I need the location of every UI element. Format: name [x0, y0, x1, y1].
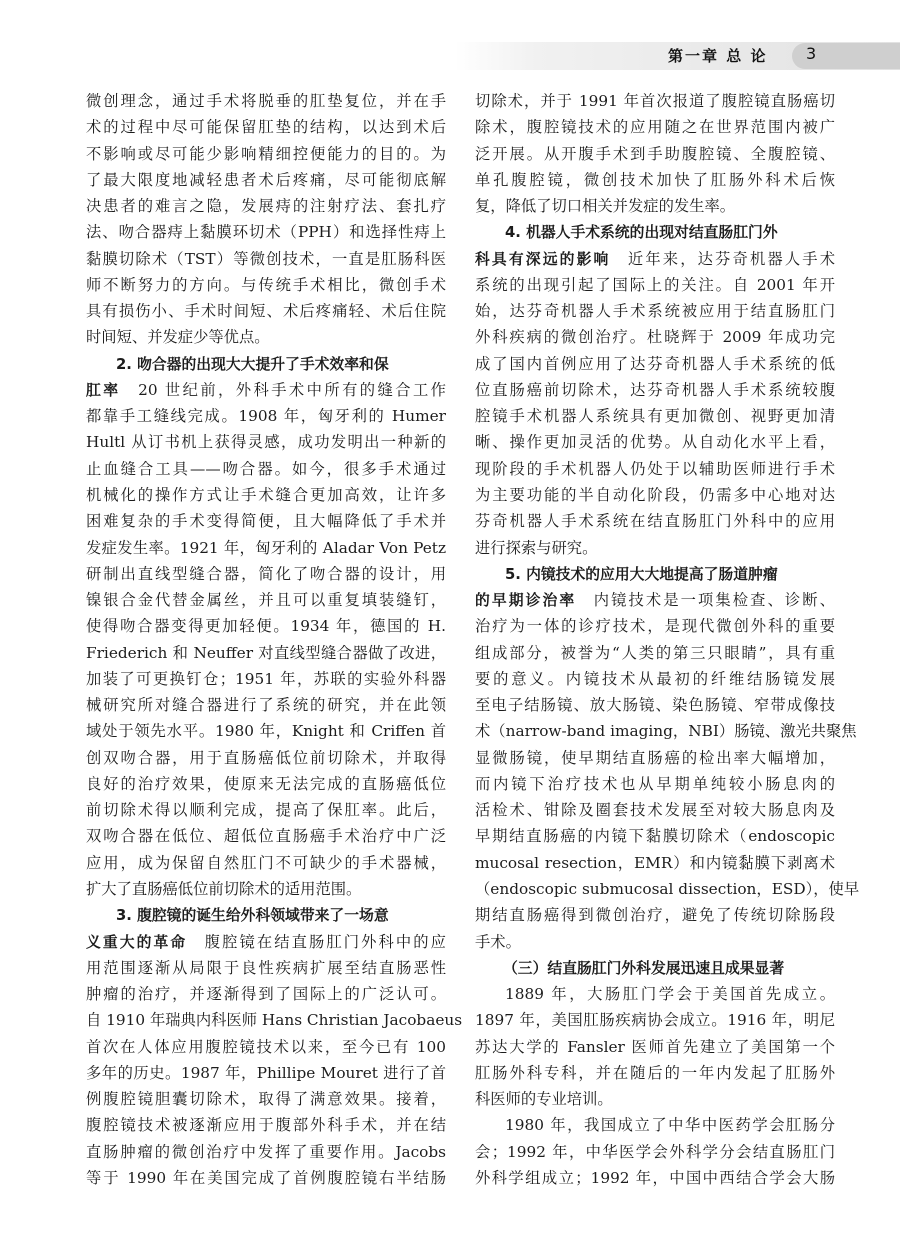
- line-text: 腹腔镜在结直肠肛门外科中的应: [187, 932, 446, 951]
- text-line: [475, 88, 835, 114]
- line-text: 期结直肠癌得到微创治疗，避免了传统切除肠段: [475, 906, 835, 925]
- line-text: 复，降低了切口相关并发症的发生率。: [475, 197, 736, 216]
- line-text: 至电子结肠镜、放大肠镜、染色肠镜、窄带成像技: [475, 696, 835, 715]
- line-text: 活检术、钳除及圈套技术发展至对较大肠息肉及: [475, 801, 835, 820]
- text-line: [475, 718, 857, 744]
- line-text: 晰、操作更加灵活的优势。从自动化水平上看，: [475, 433, 835, 452]
- line-text: 泛开展。从开腹手术到手助腹腔镜、全腹腔镜、: [475, 144, 835, 163]
- text-line: [475, 1060, 835, 1086]
- text-line: [475, 1034, 835, 1060]
- line-text: 了最大限度地减轻患者术后疼痛，尽可能彻底解: [86, 170, 446, 189]
- text-line: [86, 1007, 463, 1033]
- line-text: 例腹腔镜胆囊切除术，取得了满意效果。接着，: [86, 1090, 446, 1109]
- text-line: [86, 535, 446, 561]
- line-text: 师不断努力的方向。与传统手术相比，微创手术: [86, 275, 446, 294]
- text-line: [475, 561, 835, 587]
- paragraph-heading: 科具有深远的影响: [475, 250, 611, 268]
- text-line: [86, 718, 446, 744]
- line-text: 直肠肿瘤的微创治疗中发挥了重要作用。Jacobs: [86, 1142, 446, 1161]
- right-text-column: [475, 88, 860, 1191]
- line-text: 时间短、并发症少等优点。: [86, 328, 270, 347]
- line-text: 外科学组成立；1992 年，中国中西结合学会大肠: [475, 1168, 835, 1187]
- text-line: [475, 1165, 835, 1191]
- text-line: [475, 1112, 835, 1138]
- line-text: 加装了可更换钉仓；1951 年，苏联的实验外科器: [86, 669, 446, 688]
- text-line: [86, 745, 446, 771]
- left-text-column: [86, 88, 463, 1191]
- line-text: 手术。: [475, 932, 521, 951]
- line-text: 扩大了直肠癌低位前切除术的适用范围。: [86, 879, 362, 898]
- text-line: [86, 482, 446, 508]
- text-line: [475, 351, 835, 377]
- line-text: 困难复杂的手术变得简便，且大幅降低了手术并: [86, 512, 446, 531]
- text-line: [86, 246, 446, 272]
- line-text: 进行探索与研究。: [475, 538, 598, 557]
- line-text: Hultl 从订书机上获得灵感，成功发明出一种新的: [86, 433, 446, 452]
- text-line: [475, 535, 835, 561]
- text-line: [86, 981, 446, 1007]
- line-text: 肿瘤的治疗，并逐渐得到了国际上的广泛认可。: [86, 985, 446, 1004]
- text-line: [475, 981, 835, 1007]
- text-line: [86, 902, 446, 928]
- text-line: [86, 114, 446, 140]
- line-text: 现阶段的手术机器人仍处于以辅助医师进行手术: [475, 459, 835, 478]
- text-line: [86, 640, 446, 666]
- text-line: [475, 1139, 835, 1165]
- page-number: 3: [806, 44, 817, 63]
- text-line: [475, 823, 835, 849]
- line-text: 域处于领先水平。1980 年，Knight 和 Criffen 首: [86, 722, 446, 741]
- text-line: [475, 114, 835, 140]
- text-line: [475, 902, 835, 928]
- line-text: 镍银合金代替金属丝，并且可以重复填装缝钉，: [86, 591, 446, 610]
- line-text: 20 世纪前，外科手术中所有的缝合工作: [120, 380, 446, 399]
- paragraph-heading: 4. 机器人手术系统的出现对结直肠肛门外: [505, 224, 778, 242]
- text-line: [86, 324, 446, 350]
- line-text: 芬奇机器人手术系统在结直肠肛门外科中的应用: [475, 512, 835, 531]
- text-line: [86, 88, 446, 114]
- text-line: [86, 797, 446, 823]
- line-text: 而内镜下治疗技术也从早期单纯较小肠息肉的: [475, 774, 835, 793]
- paragraph-heading: 5. 内镜技术的应用大大地提高了肠道肿瘤: [505, 565, 778, 583]
- line-text: 研制出直线型缝合器，简化了吻合器的设计，用: [86, 564, 446, 583]
- text-line: [475, 1007, 835, 1033]
- line-text: 决患者的难言之隐，发展痔的注射疗法、套扎疗: [86, 197, 446, 216]
- line-text: 1980 年，我国成立了中华中医药学会肛肠分: [505, 1116, 835, 1135]
- text-line: [86, 193, 446, 219]
- text-line: [475, 167, 835, 193]
- text-line: [86, 613, 446, 639]
- line-text: 多年的历史。1987 年，Phillipe Mouret 进行了首: [86, 1063, 446, 1082]
- text-line: [86, 587, 446, 613]
- line-text: 不影响或尽可能少影响精细控便能力的目的。为: [86, 144, 446, 163]
- line-text: 首次在人体应用腹腔镜技术以来，至今已有 100: [86, 1037, 446, 1056]
- text-line: [86, 1112, 446, 1138]
- text-line: [475, 797, 835, 823]
- text-line: [86, 1034, 446, 1060]
- text-line: [86, 272, 446, 298]
- line-text: （endoscopic submucosal dissection，ESD），使早: [475, 879, 860, 898]
- line-text: 1897 年，美国肛肠疾病协会成立。1916 年，明尼: [475, 1011, 835, 1030]
- paragraph-heading: 2. 吻合器的出现大大提升了手术效率和保: [116, 355, 389, 373]
- line-text: 腔镜手术机器人系统具有更加微创、视野更加清: [475, 407, 835, 426]
- section-heading: [475, 955, 835, 981]
- paragraph-heading: 义重大的革命: [86, 933, 188, 951]
- line-text: Friederich 和 Neuffer 对直线型缝合器做了改进，: [86, 643, 446, 662]
- text-line: [86, 692, 446, 718]
- line-text: 创双吻合器，用于直肠癌低位前切除术，并取得: [86, 748, 446, 767]
- text-line: [86, 929, 446, 955]
- line-text: 械研究所对缝合器进行了系统的研究，并在此领: [86, 696, 446, 715]
- line-text: 等于 1990 年在美国完成了首例腹腔镜右半结肠: [86, 1168, 446, 1187]
- line-text: mucosal resection，EMR）和内镜黏膜下剥离术: [475, 853, 835, 872]
- text-line: [86, 771, 446, 797]
- text-line: [475, 640, 835, 666]
- text-line: [475, 929, 835, 955]
- line-text: 近年来，达芬奇机器人手术: [610, 249, 835, 268]
- text-line: [475, 324, 835, 350]
- line-text: 系统的出现引起了国际上的关注。自 2001 年开: [475, 275, 835, 294]
- line-text: 微创理念，通过手术将脱垂的肛垫复位，并在手: [86, 92, 446, 110]
- text-line: [86, 141, 446, 167]
- line-text: 都靠手工缝线完成。1908 年，匈牙利的 Humer: [86, 407, 446, 426]
- line-text: 黏膜切除术（TST）等微创技术，一直是肛肠科医: [86, 249, 446, 268]
- line-text: 双吻合器在低位、超低位直肠癌手术治疗中广泛: [86, 827, 446, 846]
- text-line: [86, 1086, 446, 1112]
- text-line: [475, 219, 835, 245]
- text-line: [475, 482, 835, 508]
- line-text: 切除术，并于 1991 年首次报道了腹腔镜直肠癌切: [475, 92, 835, 110]
- text-line: [86, 955, 446, 981]
- text-line: [475, 1086, 835, 1112]
- text-line: [475, 272, 835, 298]
- text-line: [475, 456, 835, 482]
- text-line: [86, 561, 446, 587]
- text-line: [475, 193, 835, 219]
- paragraph-heading: 3. 腹腔镜的诞生给外科领域带来了一场意: [116, 907, 389, 925]
- line-text: 止血缝合工具——吻合器。如今，很多手术通过: [86, 459, 446, 478]
- text-line: [475, 666, 835, 692]
- text-line: [86, 167, 446, 193]
- line-text: 外科疾病的微创治疗。杜晓辉于 2009 年成功完: [475, 328, 835, 347]
- text-line: [475, 246, 835, 272]
- line-text: 发症发生率。1921 年，匈牙利的 Aladar Von Petz: [86, 538, 446, 557]
- line-text: 内镜技术是一项集检查、诊断、: [576, 591, 835, 610]
- line-text: 单孔腹腔镜，微创技术加快了肛肠外科术后恢: [475, 170, 835, 189]
- line-text: 为主要功能的半自动化阶段，仍需多中心地对达: [475, 485, 835, 504]
- line-text: 显微肠镜，使早期结直肠癌的检出率大幅增加，: [475, 748, 835, 767]
- text-line: [86, 298, 446, 324]
- line-text: 机械化的操作方式让手术缝合更加高效，让许多: [86, 485, 446, 504]
- line-text: 应用，成为保留自然肛门不可缺少的手术器械，: [86, 853, 446, 872]
- line-text: 具有损伤小、手术时间短、术后疼痛轻、术后住院: [86, 302, 446, 321]
- text-line: [86, 403, 446, 429]
- text-line: [475, 613, 835, 639]
- line-text: 良好的治疗效果，使原来无法完成的直肠癌低位: [86, 774, 446, 793]
- line-text: 科医师的专业培训。: [475, 1090, 613, 1109]
- line-text: 1889 年，大肠肛门学会于美国首先成立。: [505, 985, 835, 1004]
- text-line: [86, 1139, 446, 1165]
- line-text: 法、吻合器痔上黏膜环切术（PPH）和选择性痔上: [86, 223, 446, 242]
- line-text: 前切除术得以顺利完成，提高了保肛率。此后，: [86, 801, 446, 820]
- section-heading-text: （三）结直肠肛门外科发展迅速且成果显著: [503, 959, 785, 977]
- line-text: 除术，腹腔镜技术的应用随之在世界范围内被广: [475, 118, 835, 137]
- text-line: [86, 876, 446, 902]
- text-line: [475, 377, 835, 403]
- line-text: 用范围逐渐从局限于良性疾病扩展至结直肠恶性: [86, 958, 446, 977]
- text-line: [475, 745, 835, 771]
- line-text: 始，达芬奇机器人手术系统被应用于结直肠肛门: [475, 302, 835, 321]
- line-text: 会；1992 年，中华医学会外科学分会结直肠肛门: [475, 1142, 835, 1161]
- text-line: [475, 508, 835, 534]
- line-text: 成了国内首例应用了达芬奇机器人手术系统的低: [475, 354, 835, 373]
- text-line: [475, 771, 835, 797]
- text-line: [475, 692, 835, 718]
- text-line: [475, 587, 835, 613]
- text-line: [86, 1060, 446, 1086]
- text-line: [475, 298, 835, 324]
- text-line: [86, 823, 446, 849]
- line-text: 肛肠外科专科，并在随后的一年内发起了肛肠外: [475, 1063, 835, 1082]
- text-line: [475, 876, 860, 902]
- text-line: [86, 219, 446, 245]
- paragraph-heading: 肛率: [86, 381, 121, 399]
- text-line: [475, 429, 835, 455]
- line-text: 要的意义。内镜技术从最初的纤维结肠镜发展: [475, 669, 835, 688]
- text-line: [86, 508, 446, 534]
- text-line: [86, 377, 446, 403]
- line-text: 早期结直肠癌的内镜下黏膜切除术（endoscopic: [475, 827, 835, 846]
- line-text: 术的过程中尽可能保留肛垫的结构，以达到术后: [86, 118, 446, 137]
- line-text: 苏达大学的 Fansler 医师首先建立了美国第一个: [475, 1037, 835, 1056]
- chapter-title: 第一章 总 论: [668, 47, 768, 65]
- text-line: [86, 351, 446, 377]
- line-text: 自 1910 年瑞典内科医师 Hans Christian Jacobaeus: [86, 1011, 463, 1030]
- text-line: [86, 666, 446, 692]
- text-line: [86, 850, 446, 876]
- line-text: 使得吻合器变得更加轻便。1934 年，德国的 H.: [86, 617, 446, 636]
- paragraph-heading: 的早期诊治率: [475, 592, 577, 610]
- line-text: 腹腔镜技术被逐渐应用于腹部外科手术，并在结: [86, 1116, 446, 1135]
- text-line: [475, 141, 835, 167]
- line-text: 组成部分，被誉为“人类的第三只眼睛”，具有重: [475, 643, 835, 662]
- line-text: 术（narrow-band imaging，NBI）肠镜、激光共聚焦: [475, 722, 857, 741]
- line-text: 治疗为一体的诊疗技术，是现代微创外科的重要: [475, 617, 835, 636]
- text-line: [475, 850, 835, 876]
- text-line: [86, 429, 446, 455]
- text-line: [86, 1165, 446, 1191]
- line-text: 位直肠癌前切除术，达芬奇机器人手术系统较腹: [475, 380, 835, 399]
- text-line: [475, 403, 835, 429]
- text-line: [86, 456, 446, 482]
